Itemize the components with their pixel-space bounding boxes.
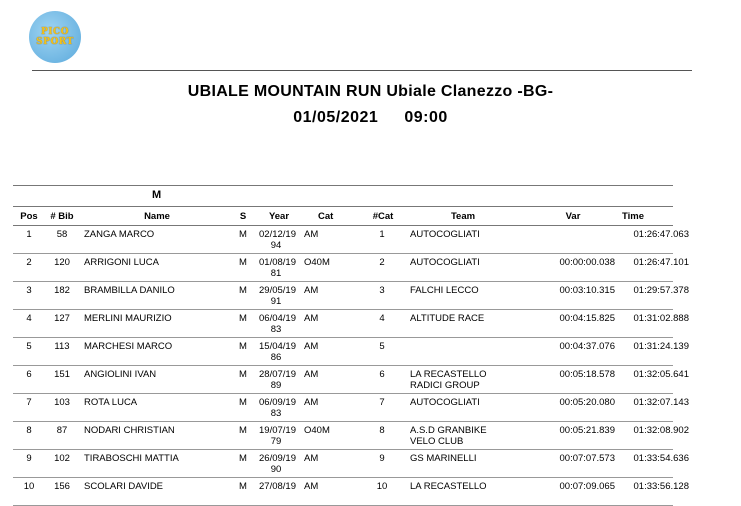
table-row <box>13 338 689 366</box>
year-cell: 19/07/19 79 <box>259 425 296 447</box>
table-row <box>13 422 689 450</box>
gap-cell: 00:04:15.825 <box>559 313 615 324</box>
cat-rank-cell: 3 <box>379 285 385 296</box>
name-cell: BRAMBILLA DANILO <box>84 285 175 296</box>
sex-cell: M <box>239 453 247 464</box>
time-cell: 01:31:24.139 <box>633 341 689 352</box>
cat-cell: AM <box>304 397 319 408</box>
group-header <box>13 185 673 207</box>
name-cell: MERLINI MAURIZIO <box>84 313 172 324</box>
time-cell: 01:33:54.636 <box>633 453 689 464</box>
pico-sport-logo <box>29 11 81 63</box>
sex-cell: M <box>239 397 247 408</box>
cat-cell: AM <box>304 313 319 324</box>
time-cell: 01:33:56.128 <box>633 481 689 492</box>
name-cell: ANGIOLINI IVAN <box>84 369 157 380</box>
year-cell: 15/04/19 86 <box>259 341 296 363</box>
logo-line-1: PICO <box>41 27 69 37</box>
header-divider <box>32 70 692 71</box>
year-cell: 26/09/19 90 <box>259 453 296 475</box>
year-cell: 29/05/19 91 <box>259 285 296 307</box>
name-cell: ROTA LUCA <box>84 397 138 408</box>
team-cell: LA RECASTELLO <box>410 481 487 492</box>
event-date-time <box>0 109 741 127</box>
pos-cell: 5 <box>26 341 32 352</box>
table-row <box>13 450 689 478</box>
page-title: UBIALE MOUNTAIN RUN Ubiale Clanezzo -BG- <box>187 83 554 100</box>
sex-cell: M <box>239 229 247 240</box>
cat-rank-cell: 7 <box>379 397 385 408</box>
bib-cell: 102 <box>54 453 70 464</box>
logo-line-2: SPORT <box>36 37 74 47</box>
col-pos: Pos <box>20 211 38 222</box>
group-label: M <box>152 189 162 201</box>
pos-cell: 6 <box>26 369 32 380</box>
name-cell: NODARI CHRISTIAN <box>84 425 175 436</box>
team-cell: GS MARINELLI <box>410 453 477 464</box>
sex-cell: M <box>239 257 247 268</box>
name-cell: ARRIGONI LUCA <box>84 257 159 268</box>
bib-cell: 127 <box>54 313 70 324</box>
time-cell: 01:32:07.143 <box>633 397 689 408</box>
cat-cell: AM <box>304 285 319 296</box>
year-cell: 06/04/19 83 <box>259 313 296 335</box>
col-time: Time <box>621 211 644 222</box>
team-cell: AUTOCOGLIATI <box>410 397 480 408</box>
col-cat: Cat <box>318 211 334 222</box>
col-year: Year <box>268 211 290 222</box>
table-row <box>13 366 689 394</box>
name-cell: SCOLARI DAVIDE <box>84 481 164 492</box>
col-name: Name <box>144 211 170 222</box>
gap-cell: 00:07:09.065 <box>559 481 615 492</box>
table-row <box>13 394 689 422</box>
gap-cell: 00:07:07.573 <box>559 453 615 464</box>
name-cell: ZANGA MARCO <box>84 229 155 240</box>
table-body <box>13 226 689 506</box>
time-cell: 01:32:05.641 <box>633 369 689 380</box>
cat-cell: AM <box>304 369 319 380</box>
time-cell: 01:29:57.378 <box>633 285 689 296</box>
year-cell: 02/12/19 94 <box>259 229 296 251</box>
year-cell: 01/08/19 81 <box>259 257 296 279</box>
cat-cell: AM <box>304 341 319 352</box>
bib-cell: 113 <box>54 341 70 352</box>
team-cell: FALCHI LECCO <box>410 285 479 296</box>
bib-cell: 156 <box>54 481 70 492</box>
sex-cell: M <box>239 313 247 324</box>
cat-rank-cell: 5 <box>379 341 385 352</box>
results-table <box>13 185 689 506</box>
bib-cell: 87 <box>56 425 68 436</box>
cat-cell: O40M <box>304 425 330 436</box>
gap-cell: 00:04:37.076 <box>559 341 615 352</box>
bib-cell: 120 <box>54 257 70 268</box>
col-team: Team <box>450 211 476 222</box>
gap-cell: 00:03:10.315 <box>559 285 615 296</box>
gap-cell: 00:05:18.578 <box>559 369 615 380</box>
cat-rank-cell: 2 <box>379 257 385 268</box>
pos-cell: 2 <box>26 257 32 268</box>
sex-cell: M <box>239 481 247 492</box>
team-cell: AUTOCOGLIATI <box>410 257 480 268</box>
bib-cell: 103 <box>54 397 70 408</box>
pos-cell: 10 <box>23 481 35 492</box>
cat-cell: O40M <box>304 257 330 268</box>
pos-cell: 9 <box>26 453 32 464</box>
col-cat-rank: #Cat <box>372 211 394 222</box>
sex-cell: M <box>239 369 247 380</box>
sex-cell: M <box>239 285 247 296</box>
year-cell: 28/07/19 89 <box>259 369 296 391</box>
time-cell: 01:31:02.888 <box>633 313 689 324</box>
table-row <box>13 478 689 506</box>
gap-cell: 00:05:21.839 <box>559 425 615 436</box>
gap-cell: 00:05:20.080 <box>559 397 615 408</box>
cat-cell: AM <box>304 481 319 492</box>
cat-rank-cell: 10 <box>376 481 388 492</box>
pos-cell: 7 <box>26 397 32 408</box>
table-row <box>13 254 689 282</box>
cat-rank-cell: 4 <box>379 313 385 324</box>
team-cell: LA RECASTELLO RADICI GROUP <box>410 369 487 391</box>
sex-cell: M <box>239 341 247 352</box>
table-row <box>13 282 689 310</box>
col-bib: # Bib <box>50 211 74 222</box>
pos-cell: 8 <box>26 425 32 436</box>
time-cell: 01:26:47.063 <box>633 229 689 240</box>
cat-rank-cell: 8 <box>379 425 385 436</box>
cat-cell: AM <box>304 453 319 464</box>
col-gap: Var <box>565 211 581 222</box>
name-cell: TIRABOSCHI MATTIA <box>84 453 179 464</box>
table-row <box>13 310 689 338</box>
table-row <box>13 226 689 254</box>
col-sex: S <box>239 211 247 222</box>
bib-cell: 58 <box>56 229 68 240</box>
column-headers <box>13 207 673 226</box>
time-cell: 01:32:08.902 <box>633 425 689 436</box>
cat-cell: AM <box>304 229 319 240</box>
gap-cell: 00:00:00.038 <box>559 257 615 268</box>
bib-cell: 182 <box>54 285 70 296</box>
year-cell: 27/08/19 <box>259 481 296 492</box>
event-date: 01/05/2021 <box>293 109 379 126</box>
event-time: 09:00 <box>404 109 448 126</box>
cat-rank-cell: 6 <box>379 369 385 380</box>
sex-cell: M <box>239 425 247 436</box>
bib-cell: 151 <box>54 369 70 380</box>
pos-cell: 1 <box>26 229 32 240</box>
pos-cell: 4 <box>26 313 32 324</box>
name-cell: MARCHESI MARCO <box>84 341 173 352</box>
team-cell: A.S.D GRANBIKE VELO CLUB <box>410 425 487 447</box>
team-cell: ALTITUDE RACE <box>410 313 485 324</box>
cat-rank-cell: 9 <box>379 453 385 464</box>
team-cell: AUTOCOGLIATI <box>410 229 480 240</box>
time-cell: 01:26:47.101 <box>633 257 689 268</box>
cat-rank-cell: 1 <box>379 229 385 240</box>
pos-cell: 3 <box>26 285 32 296</box>
year-cell: 06/09/19 83 <box>259 397 296 419</box>
